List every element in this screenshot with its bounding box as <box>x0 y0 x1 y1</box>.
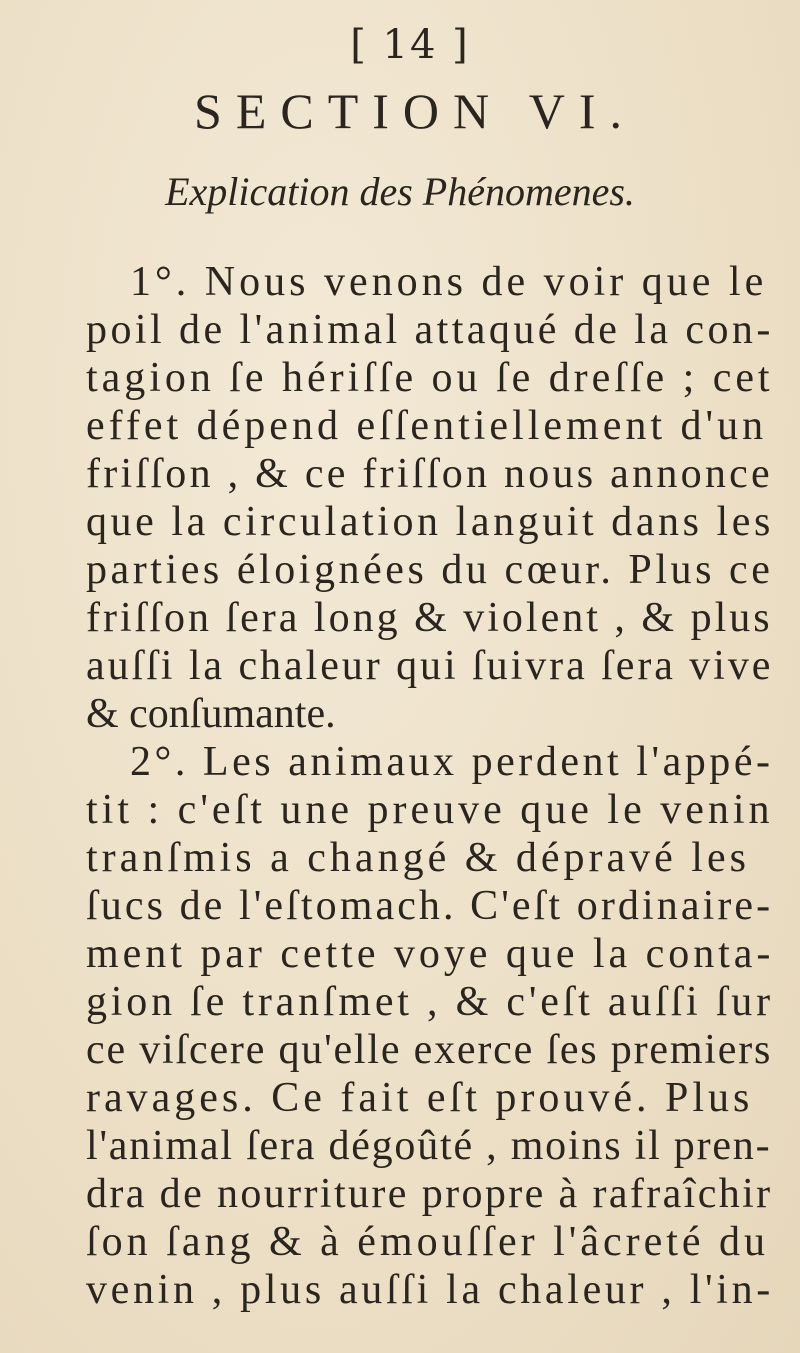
text-line: que la circulation languit dans les <box>86 499 774 545</box>
text-line: effet dépend eſſentiellement d'un <box>86 403 768 449</box>
text-line: poil de l'animal attaqué de la con- <box>86 307 774 353</box>
text-line: ce viſcere qu'elle exerce ſes premiers <box>86 1027 773 1073</box>
text-line: 1°. Nous venons de voir que le <box>130 259 768 305</box>
section-title: SECTION VI. <box>194 83 636 139</box>
page-number: [ 14 ] <box>350 22 470 68</box>
text-line: venin , plus auſſi la chaleur , l'in- <box>86 1267 774 1313</box>
text-line: 2°. Les animaux perdent l'appé- <box>130 739 774 785</box>
text-line: friſſon , & ce friſſon nous annonce <box>86 451 773 497</box>
text-line: friſſon ſera long & violent , & plus <box>86 595 773 641</box>
text-line: auſſi la chaleur qui ſuivra ſera vive <box>86 643 774 689</box>
text-line: ſucs de l'eſtomach. C'eſt ordinaire- <box>86 883 774 929</box>
text-line: dra de nourriture propre à rafraîchir <box>86 1171 773 1217</box>
text-line: tagion ſe hériſſe ou ſe dreſſe ; cet <box>86 355 774 401</box>
text-line: tranſmis a changé & dépravé les <box>86 835 750 881</box>
text-line: gion ſe tranſmet , & c'eſt auſſi ſur <box>86 979 774 1025</box>
section-subtitle: Explication des Phénomenes. <box>165 169 635 214</box>
text-line: tit : c'eſt une preuve que le venin <box>86 787 774 833</box>
text-line: ſon ſang & à émouſſer l'âcreté du <box>86 1219 770 1265</box>
text-line: ravages. Ce fait eſt prouvé. Plus <box>86 1075 754 1121</box>
text-line: & conſumante. <box>86 691 336 737</box>
text-line: ment par cette voye que la conta- <box>86 931 775 977</box>
text-line: parties éloignées du cœur. Plus ce <box>86 547 774 593</box>
text-line: l'animal ſera dégoûté , moins il pren- <box>86 1123 772 1169</box>
